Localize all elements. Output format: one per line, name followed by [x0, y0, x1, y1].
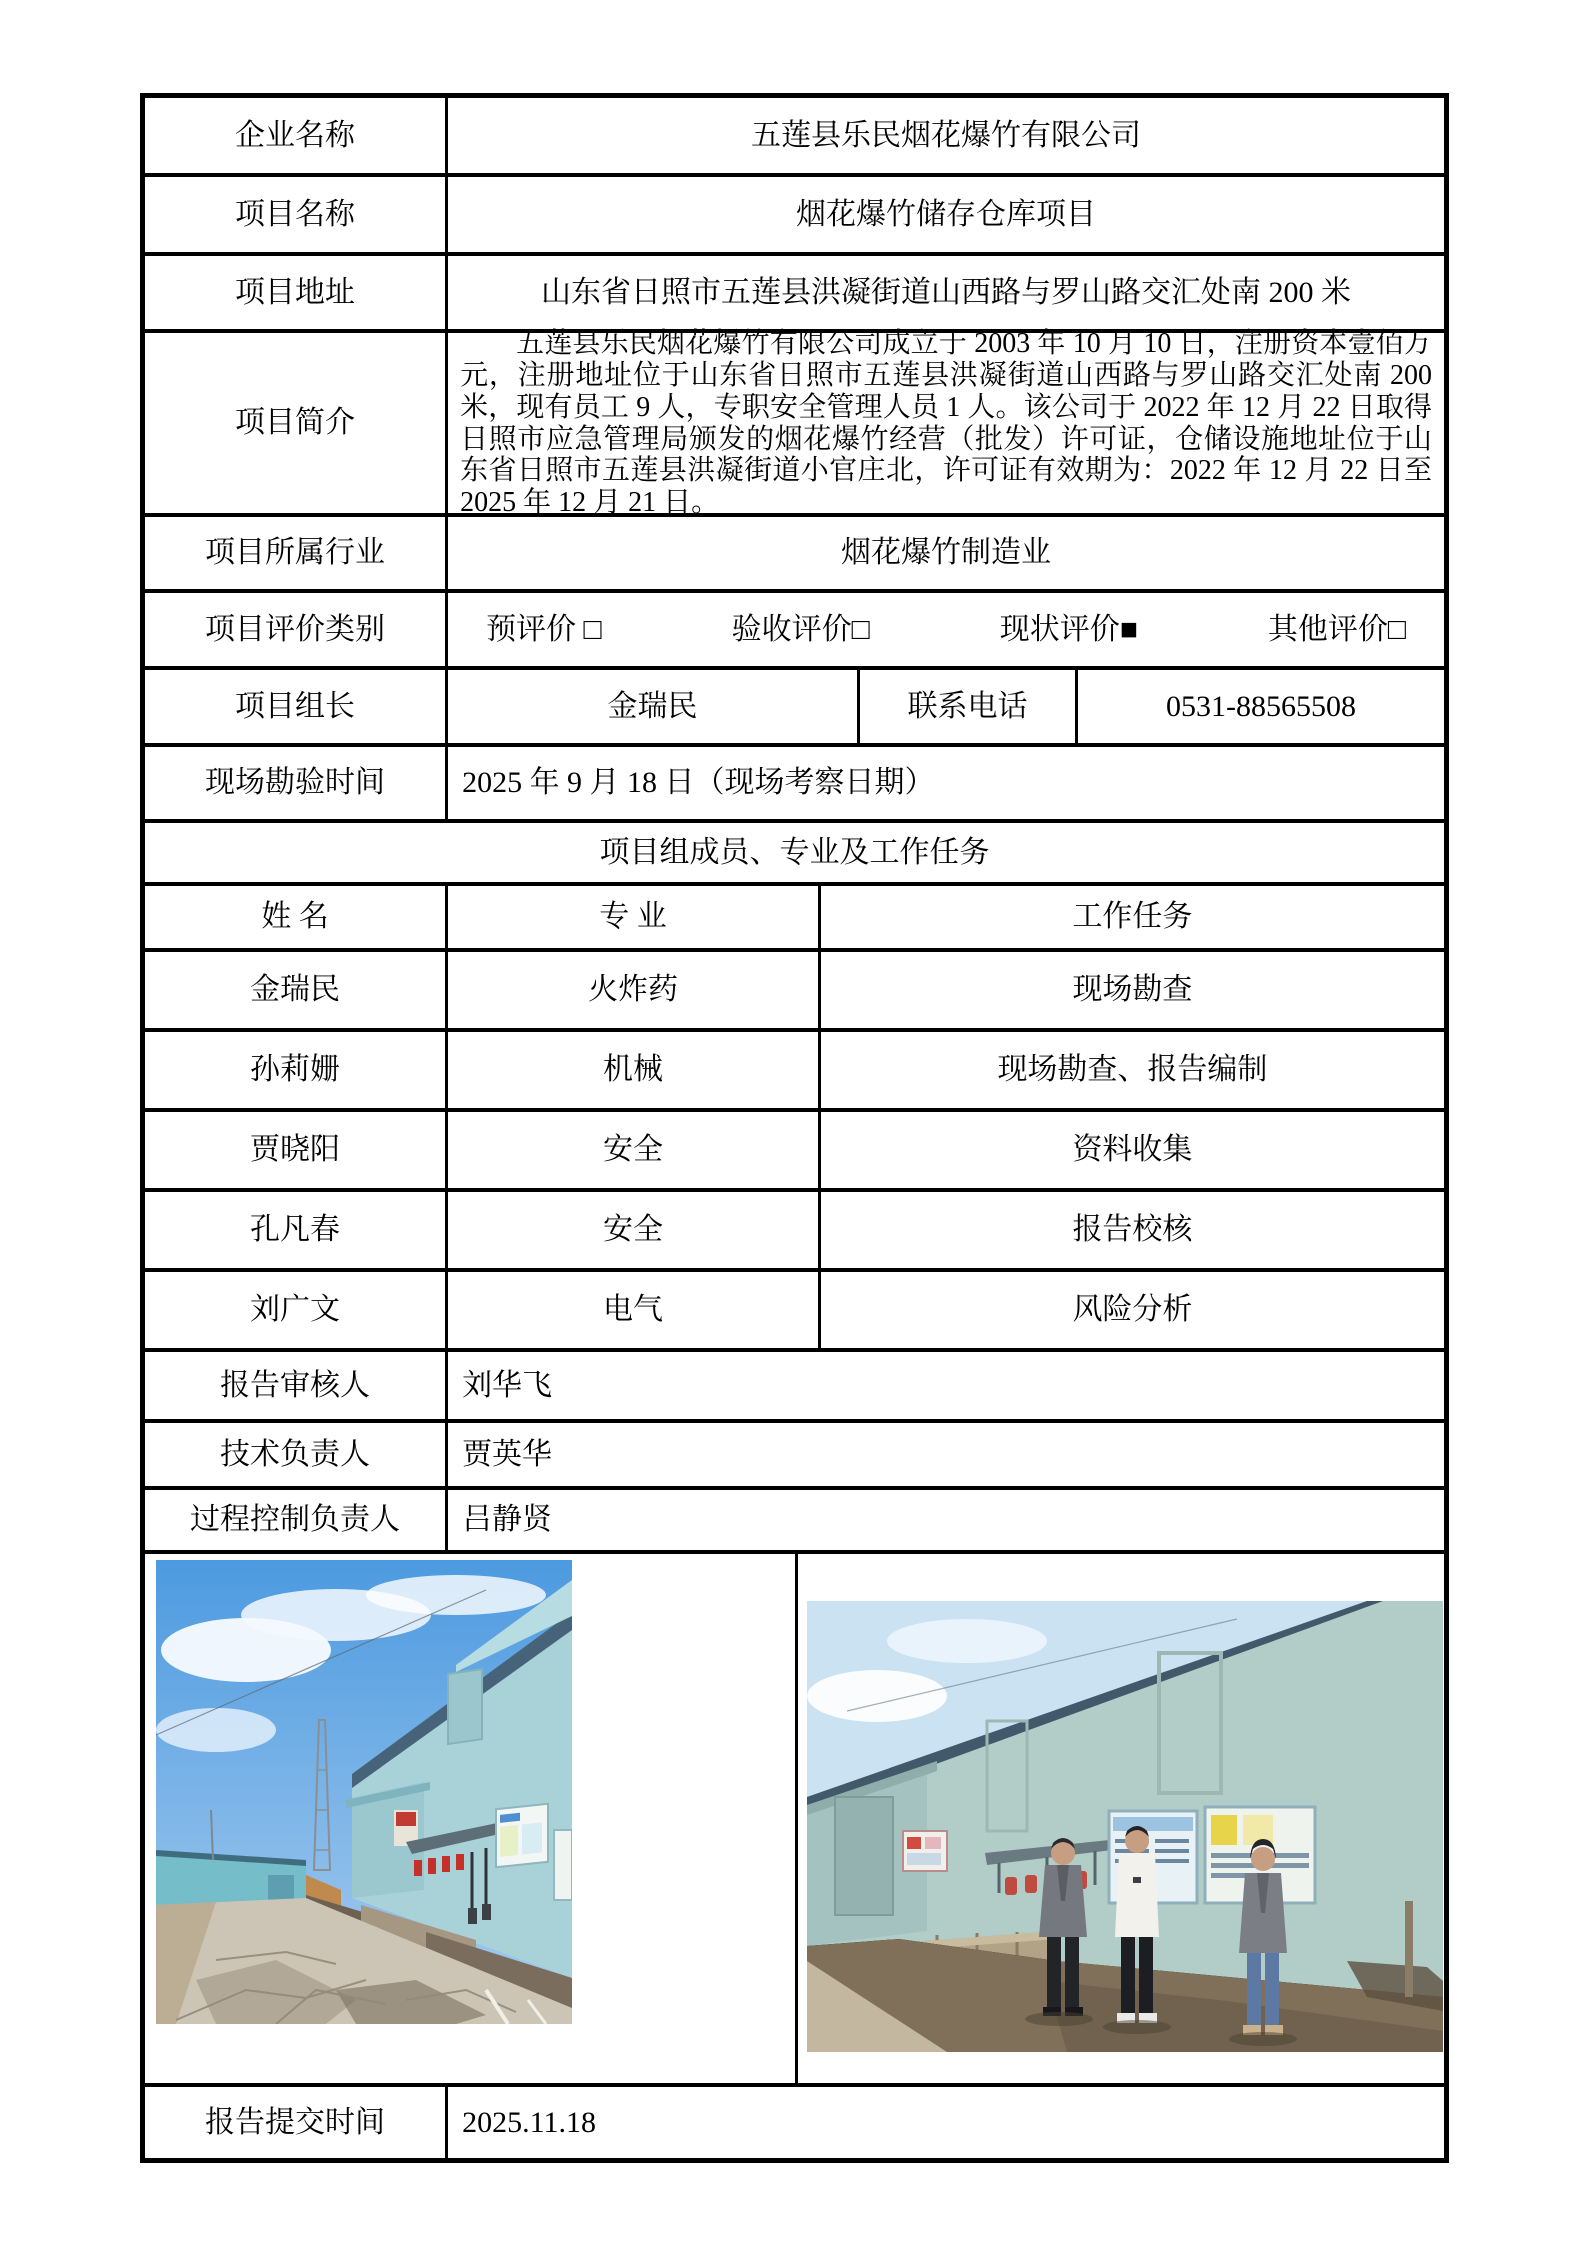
- table-row: [145, 327, 1444, 519]
- member-major: 安全: [445, 1192, 818, 1268]
- photos-row: [145, 1550, 1444, 2083]
- eval-type-label: 项目评价类别: [205, 612, 386, 646]
- members-col-major: 专 业: [445, 886, 818, 948]
- table-row: [145, 513, 1444, 589]
- table-row: [145, 589, 1444, 666]
- member-task: 现场勘查: [818, 952, 1444, 1028]
- process-control-lead-label: 过程控制负责人: [190, 1503, 401, 1537]
- table-row: [145, 1419, 1444, 1486]
- member-row: [145, 1188, 1444, 1268]
- member-task: 报告校核: [818, 1192, 1444, 1268]
- industry-label: 项目所属行业: [205, 536, 386, 570]
- eval-option-current-checked[interactable]: 现状评价■: [999, 612, 1138, 646]
- eval-option-other[interactable]: 其他评价□: [1267, 612, 1406, 646]
- tech-lead-value: 贾英华: [445, 1423, 1444, 1486]
- survey-time-label: 现场勘验时间: [205, 766, 386, 800]
- member-task: 资料收集: [818, 1112, 1444, 1188]
- table-row: [145, 2083, 1444, 2158]
- project-intro-text: 五莲县乐民烟花爆竹有限公司成立于 2003 年 10 月 10 日，注册资本壹佰万元，注册地址位于山东省日照市五莲县洪凝街道山西路与罗山路交汇处南 200 米，现有员工 9 人，专职安全管理人员 1 人。该公司于 2022 年 12 月 22 日取得日照市应急管理局颁发的烟花爆竹经营（批发）许可证，仓储设施地址位于山东省日照市五莲县洪凝街道小官庄北，许可证有效期为：2022 年 12 月 22 日至 2025 年 12 月 21 日。: [460, 327, 1432, 519]
- project-name-label: 项目名称: [235, 197, 356, 231]
- project-info-table: [140, 93, 1449, 2163]
- members-col-task: 工作任务: [818, 886, 1444, 948]
- submit-time-label: 报告提交时间: [205, 2105, 386, 2139]
- table-row: [145, 173, 1444, 252]
- tech-lead-label: 技术负责人: [220, 1437, 371, 1471]
- member-major: 机械: [445, 1032, 818, 1108]
- table-row: [145, 666, 1444, 743]
- member-name: 刘广文: [250, 1293, 341, 1327]
- report-reviewer-label: 报告审核人: [220, 1368, 371, 1402]
- table-row: [145, 882, 1444, 948]
- eval-option-acceptance[interactable]: 验收评价□: [731, 612, 870, 646]
- member-row: [145, 1268, 1444, 1348]
- member-name: 金瑞民: [250, 973, 341, 1007]
- table-row: [145, 1348, 1444, 1419]
- contact-phone-value: 0531-88565508: [1075, 670, 1444, 743]
- industry-value: 烟花爆竹制造业: [445, 517, 1444, 589]
- survey-time-value: 2025 年 9 月 18 日（现场考察日期）: [445, 747, 1444, 819]
- member-name: 贾晓阳: [250, 1133, 341, 1167]
- member-row: [145, 948, 1444, 1028]
- table-row: [145, 1486, 1444, 1550]
- site-inspection-group-photo: [807, 1601, 1443, 2052]
- photo-cell-left: [145, 1554, 795, 2083]
- warehouse-exterior-photo: [156, 1560, 572, 2024]
- company-name-label: 企业名称: [235, 118, 356, 152]
- table-row: [145, 252, 1444, 329]
- member-major: 火炸药: [445, 952, 818, 1028]
- eval-type-options: [445, 593, 1444, 666]
- member-row: [145, 1108, 1444, 1188]
- team-leader-value: 金瑞民: [445, 670, 857, 743]
- project-name-value: 烟花爆竹储存仓库项目: [445, 177, 1444, 252]
- member-name: 孔凡春: [250, 1213, 341, 1247]
- member-major: 安全: [445, 1112, 818, 1188]
- member-row: [145, 1028, 1444, 1108]
- members-col-name: 姓 名: [261, 900, 329, 934]
- eval-option-pre[interactable]: 预评价 □: [486, 612, 602, 646]
- company-name-value: 五莲县乐民烟花爆竹有限公司: [445, 98, 1444, 173]
- photo-cell-right: [795, 1554, 1445, 2083]
- table-row: [145, 819, 1444, 882]
- project-address-value: 山东省日照市五莲县洪凝街道山西路与罗山路交汇处南 200 米: [445, 256, 1444, 329]
- table-row: [145, 98, 1444, 173]
- member-task: 风险分析: [818, 1272, 1444, 1348]
- contact-phone-label: 联系电话: [857, 670, 1075, 743]
- project-address-label: 项目地址: [235, 275, 356, 309]
- member-name: 孙莉姗: [250, 1053, 341, 1087]
- member-major: 电气: [445, 1272, 818, 1348]
- table-row: [145, 743, 1444, 819]
- member-task: 现场勘查、报告编制: [818, 1032, 1444, 1108]
- report-reviewer-value: 刘华飞: [445, 1352, 1444, 1419]
- project-intro-label: 项目简介: [235, 406, 356, 440]
- submit-time-value: 2025.11.18: [445, 2087, 1444, 2158]
- process-control-lead-value: 吕静贤: [445, 1490, 1444, 1550]
- team-leader-label: 项目组长: [235, 689, 356, 723]
- members-section-header: 项目组成员、专业及工作任务: [599, 835, 990, 869]
